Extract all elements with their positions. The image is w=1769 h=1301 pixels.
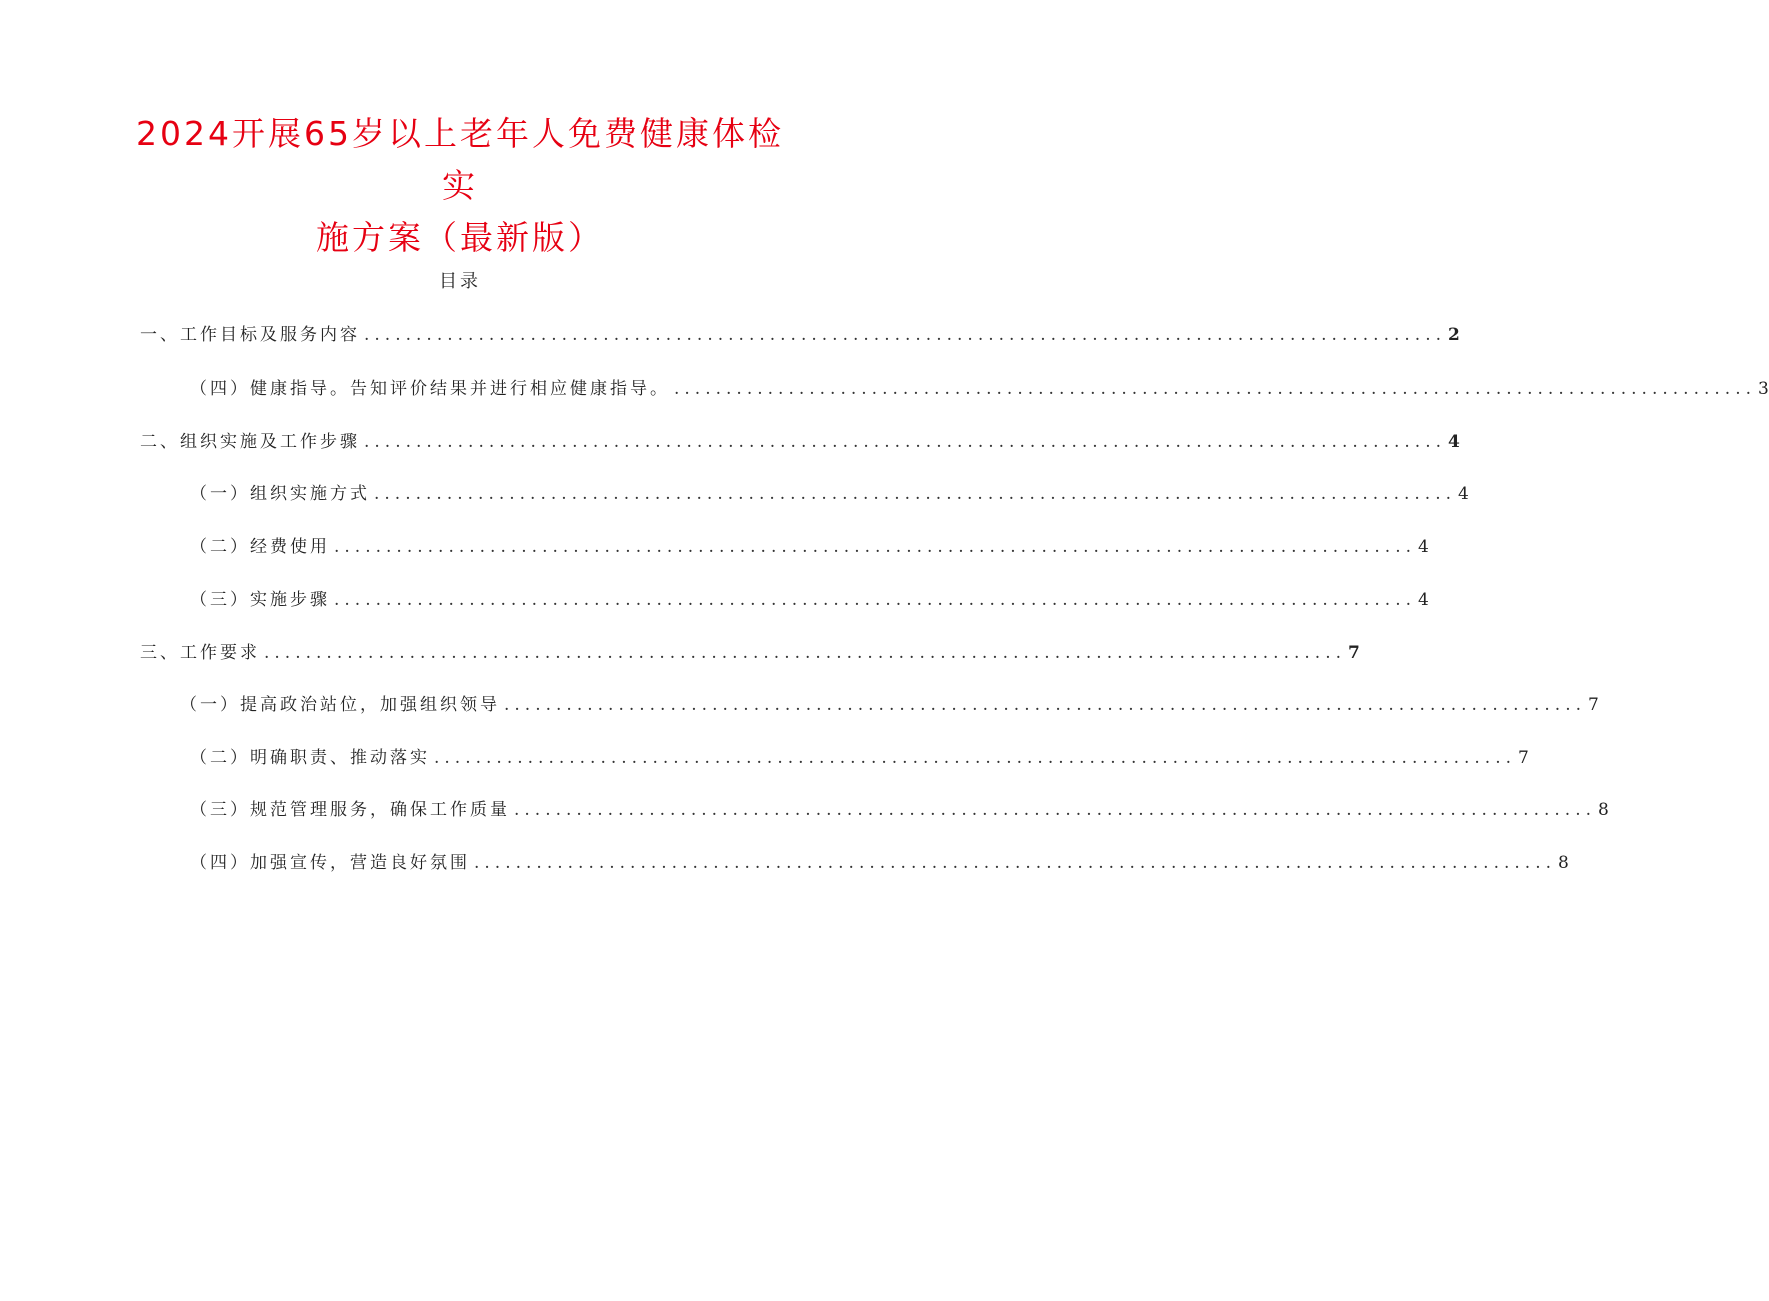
toc-page-number: 8: [1598, 800, 1609, 820]
toc-entry-funding[interactable]: [190, 534, 1429, 560]
toc-page-number: 8: [1558, 853, 1569, 873]
toc-entry-label: （二）明确职责、推动落实: [190, 748, 430, 768]
toc-page-number: 4: [1448, 432, 1460, 452]
toc-page-number: 4: [1458, 484, 1469, 504]
toc-dot-leader: ........................................................................................................: [474, 853, 1556, 873]
toc-entry-label: （四）加强宣传，营造良好氛围: [190, 853, 470, 873]
toc-entry-section-1[interactable]: [140, 322, 1460, 348]
toc-page-number: 7: [1588, 695, 1599, 715]
toc-entry-label: （三）规范管理服务，确保工作质量: [190, 800, 510, 820]
toc-entry-section-2[interactable]: [140, 429, 1460, 455]
toc-entry-label: （四）健康指导。告知评价结果并进行相应健康指导。: [190, 379, 670, 399]
toc-page-number: 7: [1348, 643, 1360, 663]
toc-dot-leader: ........................................................................................................: [334, 590, 1416, 610]
toc-entry-label: （三）实施步骤: [190, 590, 330, 610]
toc-page-number: 4: [1418, 537, 1429, 557]
toc-page-number: 4: [1418, 590, 1429, 610]
toc-dot-leader: ........................................................................................................: [334, 537, 1416, 557]
toc-dot-leader: ........................................................................................................: [504, 695, 1586, 715]
toc-entry-label: （一）组织实施方式: [190, 484, 370, 504]
toc-entry-label: （二）经费使用: [190, 537, 330, 557]
toc-dot-leader: ........................................................................................................: [514, 800, 1596, 820]
toc-entry-label: 一、工作目标及服务内容: [140, 325, 360, 345]
document-title-line-2: 施方案（最新版）: [316, 218, 604, 257]
toc-entry-health-guidance[interactable]: [190, 376, 1769, 402]
toc-heading: 目录: [439, 271, 481, 292]
toc-entry-publicity[interactable]: [190, 850, 1569, 876]
toc-entry-service-management[interactable]: [190, 797, 1609, 823]
toc-dot-leader: ........................................................................................................: [674, 379, 1756, 399]
toc-page-number: 7: [1518, 748, 1529, 768]
toc-entry-political-standing[interactable]: [180, 692, 1599, 718]
toc-entry-implementation-steps[interactable]: [190, 587, 1429, 613]
toc-dot-leader: ........................................................................................................: [364, 325, 1446, 345]
toc-entry-section-3[interactable]: [140, 640, 1360, 666]
document-title-line-1: 2024开展65岁以上老年人免费健康体检实: [136, 114, 784, 205]
toc-dot-leader: ........................................................................................................: [264, 643, 1346, 663]
toc-page-number: 3: [1758, 379, 1769, 399]
toc-dot-leader: ........................................................................................................: [364, 432, 1446, 452]
toc-entry-organization-method[interactable]: [190, 481, 1469, 507]
toc-entry-label: 二、组织实施及工作步骤: [140, 432, 360, 452]
toc-entry-label: （一）提高政治站位，加强组织领导: [180, 695, 500, 715]
toc-entry-label: 三、工作要求: [140, 643, 260, 663]
toc-entry-responsibilities[interactable]: [190, 745, 1529, 771]
toc-dot-leader: ........................................................................................................: [434, 748, 1516, 768]
toc-page-number: 2: [1448, 325, 1460, 345]
toc-dot-leader: ........................................................................................................: [374, 484, 1456, 504]
